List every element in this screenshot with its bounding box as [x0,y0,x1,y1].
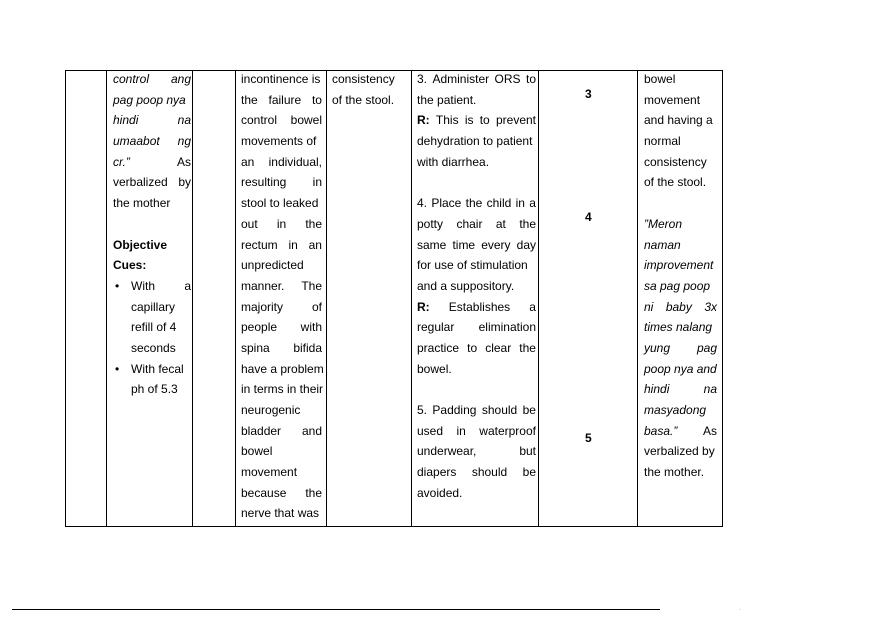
interventions-cell: 3. Administer ORS to the patient. R: This is to prevent dehydration to patient with diarrhea. 4. Place the child in a potty chair at the same time every day for use of stimulation and a suppository. R: Establishes a regular elimination practice to clear the bowel. 5. Padding should be used in waterproof underwear, but diapers should be avoided. [417,72,536,500]
footer-mark: . [739,606,741,612]
footer-divider [12,609,660,610]
intervention-number: 5 [585,431,592,445]
evaluation-cell: bowel movement and having a normal consistency of the stool. ”Meron naman improvement sa pag poop ni baby 3x times nalang yung pag poop nya and hindi na masyadong basa.” As verbalized by the mother. [644,72,717,480]
explanation-cell: incontinence is the failure to control bowel movements of an individual, resulting in stool to leaked out in the rectum in an unpredicted manner. The majority of people with spina bifida have a problem in terms in their neurogenic bladder and bowel movement because the nerve that was [241,72,324,521]
list-item: • With a [113,276,191,297]
cues-cell: control ang pag poop nya hindi na umaabot ng cr.” As verbalized by the mother Objective Cues: • With a capillary refill of 4 seconds • With fecal ph of 5.3 [113,69,191,400]
objectives-cell: consistency of the stool. [332,72,395,107]
intervention-number: 4 [585,210,592,224]
objective-heading: Objective [113,237,168,252]
list-item: • With fecal [113,359,191,380]
intervention-number: 3 [585,87,592,101]
